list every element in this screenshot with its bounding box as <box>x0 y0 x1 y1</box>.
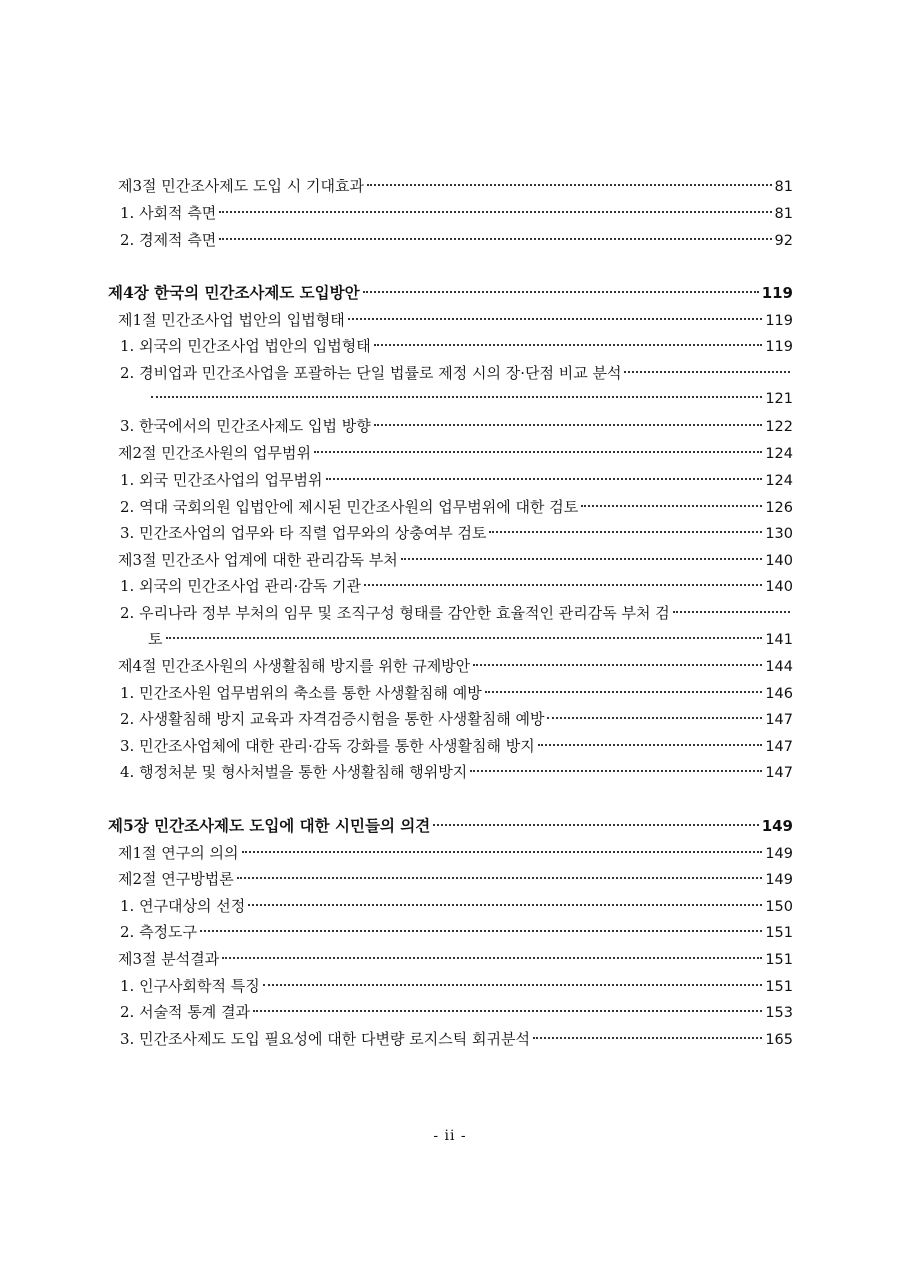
toc-entry <box>120 893 793 919</box>
toc-entry-title: 4. 행정처분 및 형사처벌을 통한 사생활침해 행위방지 <box>120 763 468 781</box>
toc-entry-page: 149 <box>761 817 793 835</box>
toc-entry-title: 1. 외국의 민간조사업 관리·감독 기관 <box>120 577 362 595</box>
toc-entry-title: 제3절 민간조사제도 도입 시 기대효과 <box>118 177 364 195</box>
toc-leader-dots <box>237 877 763 879</box>
toc-entry-page: 119 <box>765 313 793 329</box>
toc-entry-page: 146 <box>765 686 793 702</box>
toc-entry-title: 2. 측정도구 <box>120 923 198 941</box>
toc-leader-dots <box>166 637 763 639</box>
toc-entry <box>118 946 793 972</box>
toc-entry-title: 1. 외국 민간조사업의 업무범위 <box>120 471 323 489</box>
toc-entry-title: 3. 한국에서의 민간조사제도 입법 방향 <box>120 417 371 435</box>
toc-entry-page: 151 <box>765 925 793 941</box>
toc-entry-title: 제4장 한국의 민간조사제도 도입방안 <box>108 283 360 302</box>
toc-entry <box>118 840 793 866</box>
toc-entry-page: 153 <box>765 1005 793 1021</box>
toc-entry-title: 제1절 연구의 의의 <box>118 844 239 862</box>
toc-entry <box>118 173 793 199</box>
toc-entry-title: 2. 역대 국회의원 입법안에 제시된 민간조사원의 업무범위에 대한 검토 <box>120 498 579 516</box>
toc-entry-page: 119 <box>761 284 793 302</box>
toc-entry <box>120 227 793 253</box>
toc-entry <box>118 307 793 333</box>
page-number-footer: - ii - <box>433 1128 467 1144</box>
toc-leader-dots <box>314 451 762 453</box>
toc-entry-page: 124 <box>765 473 793 489</box>
toc-entry-page: 124 <box>765 446 793 462</box>
toc-entry-title: 1. 외국의 민간조사업 법안의 입법형태 <box>120 337 371 355</box>
toc-entry-title: 제2절 민간조사원의 업무범위 <box>118 444 311 462</box>
toc-entry-title: 제4절 민간조사원의 사생활침해 방지를 위한 규제방안 <box>118 657 471 675</box>
toc-leader-dots <box>242 851 763 853</box>
toc-entry-page: 121 <box>765 391 793 407</box>
toc-entry-page: 151 <box>765 952 793 968</box>
toc-entry-page: 144 <box>765 659 793 675</box>
toc-entry-title: 1. 연구대상의 선정 <box>120 897 246 915</box>
toc-entry <box>120 706 793 732</box>
toc-entry-page: 130 <box>765 526 793 542</box>
toc-entry <box>120 467 793 493</box>
toc-entry <box>118 866 793 892</box>
toc-entry-title: 제3절 민간조사 업계에 대한 관리감독 부처 <box>118 551 398 569</box>
toc-entry-title: 제3절 분석결과 <box>118 950 220 968</box>
toc-entry-title: 1. 인구사회학적 특징 <box>120 977 260 995</box>
toc-leader-dots <box>200 930 762 932</box>
toc-leader-dots <box>489 531 762 533</box>
toc-entry-title: 토 <box>148 630 163 648</box>
toc-entry-page: 140 <box>765 553 793 569</box>
toc-chapter-entry <box>108 280 793 306</box>
toc-leader-dots <box>485 691 763 693</box>
toc-entry-page: 147 <box>765 712 793 728</box>
toc-entry-title: 2. 사생활침해 방지 교육과 자격검증시험을 통한 사생활침해 예방 <box>120 710 545 728</box>
toc-entry-title: 1. 민간조사원 업무범위의 축소를 통한 사생활침해 예방 <box>120 684 482 702</box>
toc-leader-dots <box>473 664 762 666</box>
toc-leader-dots <box>248 904 762 906</box>
toc-entry-page: 92 <box>774 233 793 249</box>
toc-leader-dots <box>263 984 763 986</box>
toc-leader-dots <box>253 1010 762 1012</box>
toc-entry <box>120 973 793 999</box>
toc-entry-page: 81 <box>774 179 793 195</box>
toc-leader-dots <box>673 611 790 613</box>
toc-leader-dots <box>470 770 762 772</box>
toc-leader-dots <box>581 505 762 507</box>
toc-entry-title: 2. 우리나라 정부 부처의 임무 및 조직구성 형태를 감안한 효율적인 관리감독 부처 검 <box>120 604 670 622</box>
toc-leader-dots <box>219 238 771 240</box>
toc-entry <box>120 999 793 1025</box>
toc-leader-dots <box>364 584 762 586</box>
toc-leader-dots <box>401 558 763 560</box>
toc-leader-dots <box>547 717 762 719</box>
toc-entry <box>120 759 793 785</box>
toc-entry-page: 81 <box>774 206 793 222</box>
toc-entry-title: 2. 서술적 통계 결과 <box>120 1003 251 1021</box>
toc-leader-dots <box>151 396 762 398</box>
toc-entry-title: 제2절 연구방법론 <box>118 870 234 888</box>
toc-entry-page: 126 <box>765 500 793 516</box>
toc-entry-title: 2. 경제적 측면 <box>120 231 217 249</box>
toc-entry <box>120 413 793 439</box>
toc-leader-dots <box>624 371 790 373</box>
toc-chapter-entry <box>108 813 793 839</box>
toc-entry-page: 147 <box>765 765 793 781</box>
toc-entry-page: 122 <box>765 419 793 435</box>
toc-entry-title: 3. 민간조사업의 업무와 타 직렬 업무와의 상충여부 검토 <box>120 524 487 542</box>
toc-entry-page: 149 <box>765 846 793 862</box>
toc-entry-title: 2. 경비업과 민간조사업을 포괄하는 단일 법률로 제정 시의 장·단점 비교 분석 <box>120 364 622 382</box>
toc-entry <box>118 440 793 466</box>
toc-entry <box>148 386 793 412</box>
toc-entry <box>148 626 793 652</box>
toc-entry-page: 165 <box>765 1032 793 1048</box>
toc-entry-page: 119 <box>765 339 793 355</box>
toc-leader-dots <box>533 1037 762 1039</box>
toc-entry-page: 140 <box>765 579 793 595</box>
toc-entry-title: 3. 민간조사업체에 대한 관리·감독 강화를 통한 사생활침해 방지 <box>120 737 535 755</box>
toc-entry-title: 1. 사회적 측면 <box>120 204 217 222</box>
toc-leader-dots <box>374 344 763 346</box>
toc-entry <box>120 733 793 759</box>
toc-leader-dots <box>363 291 759 293</box>
toc-entry <box>118 547 793 573</box>
toc-entry <box>120 680 793 706</box>
toc-entry-page: 147 <box>765 739 793 755</box>
toc-entry-page: 149 <box>765 872 793 888</box>
toc-entry-page: 150 <box>765 899 793 915</box>
toc-entry <box>120 600 793 626</box>
toc-entry <box>120 1026 793 1052</box>
toc-leader-dots <box>374 424 763 426</box>
toc-entry-title: 제5장 민간조사제도 도입에 대한 시민들의 의견 <box>108 816 431 835</box>
toc-entry-title: 3. 민간조사제도 도입 필요성에 대한 다변량 로지스틱 회귀분석 <box>120 1030 530 1048</box>
toc-entry-page: 151 <box>765 979 793 995</box>
toc-entry <box>120 520 793 546</box>
toc-entry-title: 제1절 민간조사업 법안의 입법형태 <box>118 311 345 329</box>
toc-entry <box>120 494 793 520</box>
toc-entry <box>120 333 793 359</box>
toc-leader-dots <box>367 184 772 186</box>
toc-entry <box>118 653 793 679</box>
toc-leader-dots <box>326 478 763 480</box>
toc-entry-page: 141 <box>765 632 793 648</box>
toc-entry <box>120 919 793 945</box>
toc-leader-dots <box>219 211 771 213</box>
toc-leader-dots <box>538 744 763 746</box>
toc-entry <box>120 573 793 599</box>
toc-leader-dots <box>433 824 758 826</box>
toc-entry <box>120 200 793 226</box>
toc-leader-dots <box>348 318 763 320</box>
toc-entry <box>120 360 793 386</box>
toc-leader-dots <box>222 957 762 959</box>
